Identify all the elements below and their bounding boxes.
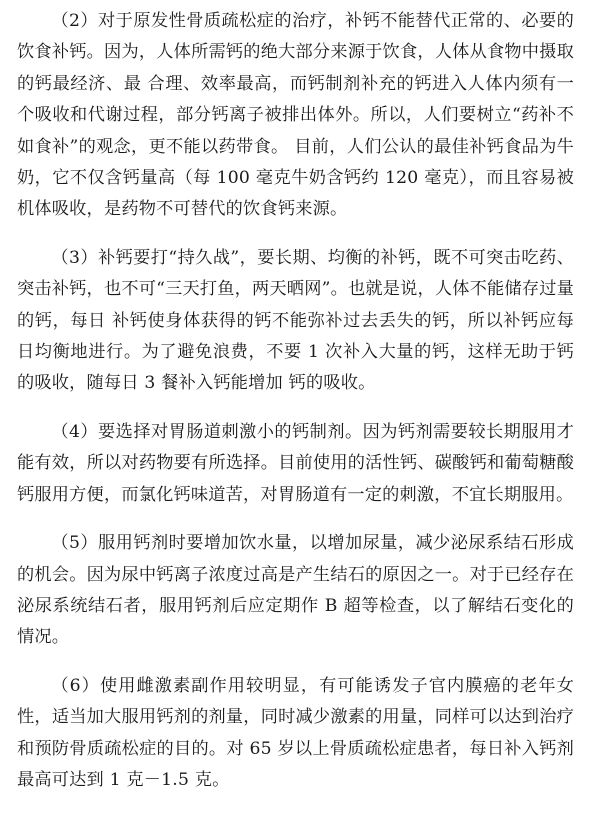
paragraph-item-4: （4）要选择对胃肠道刺激小的钙制剂。因为钙剂需要较长期服用才能有效，所以对药物要有所选择。目前使用的活性钙、碳酸钙和葡萄糖酸钙服用方便，而氯化钙味道苦，对胃肠道有一定的刺激，不宜长期服用。 — [17, 421, 574, 505]
paragraph-item-2: （2）对于原发性骨质疏松症的治疗，补钙不能替代正常的、必要的饮食补钙。因为，人体所需钙的绝大部分来源于饮食，人体从食物中摄取的钙最经济、最 合理、效率最高，而钙制剂补充的钙进入人体内须有一个吸收和代谢过程，部分钙离子被排出体外。所以，人们要树立“药补不如食补”的观念，更不能以药带食。 目前，人们公认的最佳补钙食品为牛奶，它不仅含钙量高（每 100 毫克牛奶含钙约 120 毫克），而且容易被机体吸收，是药物不可替代的饮食钙来源。 — [17, 11, 574, 220]
paragraph-item-5: （5）服用钙剂时要增加饮水量，以增加尿量，减少泌尿系结石形成的机会。因为尿中钙离子浓度过高是产生结石的原因之一。对于已经存在泌尿系统结石者，服用钙剂后应定期作 B 超等检查，以了解结石变化的情况。 — [17, 533, 574, 648]
paragraph-item-3: （3）补钙要打“持久战”，要长期、均衡的补钙，既不可突击吃药、突击补钙，也不可“三天打鱼，两天晒网”。也就是说，人体不能储存过量的钙，每日 补钙使身体获得的钙不能弥补过去丢失的钙，所以补钙应每日均衡地进行。为了避免浪费，不要 1 次补入大量的钙，这样无助于钙的吸收，随每日 3 餐补入钙能增加 钙的吸收。 — [17, 247, 574, 394]
paragraph-item-6: （6）使用雌激素副作用较明显，有可能诱发子官内膜癌的老年女性，适当加大服用钙剂的剂量，同时减少激素的用量，同样可以达到治疗和预防骨质疏松症的目的。对 65 岁以上骨质疏松症患者，每日补入钙剂最高可达到 1 克－1.5 克。 — [17, 675, 574, 790]
